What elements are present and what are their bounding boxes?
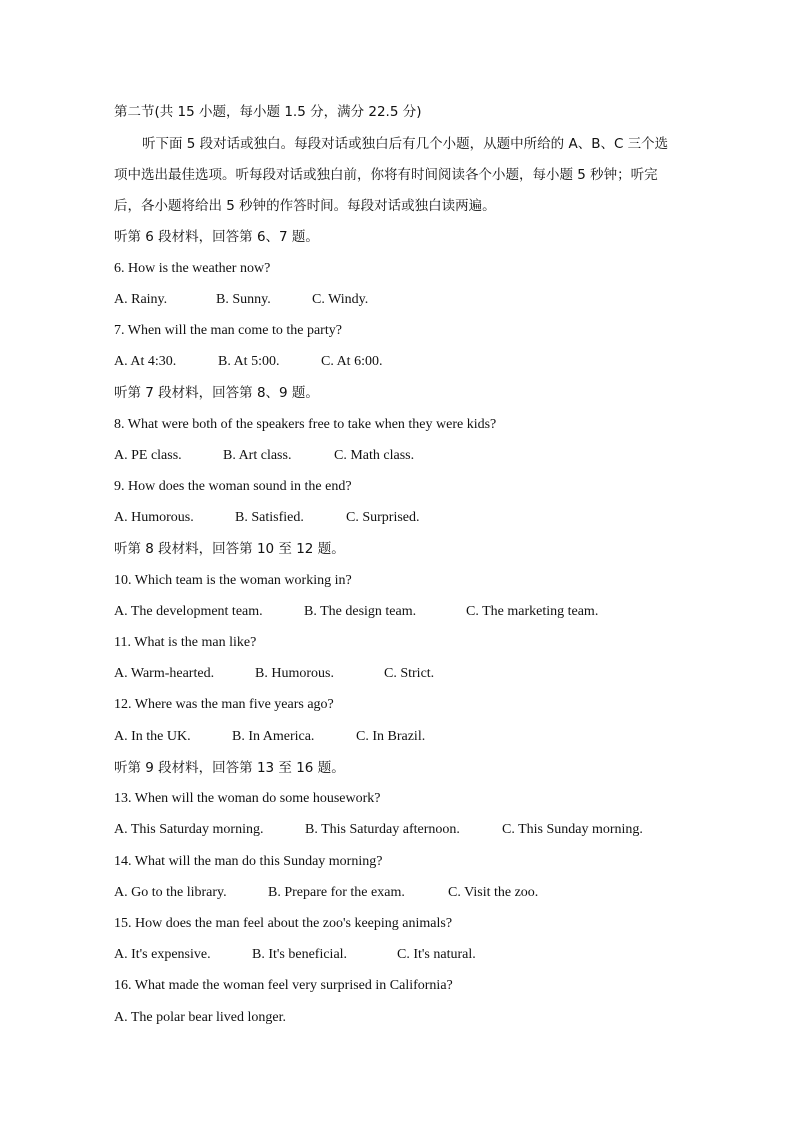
q10-option-b: B. The design team. <box>304 604 417 619</box>
q7-option-b: B. At 5:00. <box>218 354 280 369</box>
q11-option-a: A. Warm-hearted. <box>114 666 215 681</box>
question-9: 9. How does the woman sound in the end? <box>114 479 352 494</box>
question-16: 16. What made the woman feel very surprised in California? <box>114 978 453 993</box>
q6-option-a: A. Rainy. <box>114 292 168 307</box>
question-12: 12. Where was the man five years ago? <box>114 697 334 712</box>
q12-option-a: A. In the UK. <box>114 729 191 744</box>
q13-option-c: C. This Sunday morning. <box>502 822 643 837</box>
question-8: 8. What were both of the speakers free to take when they were kids? <box>114 417 497 432</box>
q7-option-c: C. At 6:00. <box>321 354 383 369</box>
q8-option-c: C. Math class. <box>334 448 415 463</box>
q6-option-c: C. Windy. <box>312 292 369 307</box>
instruction-line-3: 后，各小题将给出 5 秒钟的作答时间。每段对话或独白读两遍。 <box>114 198 496 214</box>
q15-option-b: B. It's beneficial. <box>252 947 348 962</box>
group-intro-9: 听第 9 段材料，回答第 13 至 16 题。 <box>114 760 345 776</box>
q16-option-a: A. The polar bear lived longer. <box>114 1010 286 1025</box>
question-14: 14. What will the man do this Sunday morning? <box>114 854 383 869</box>
question-11: 11. What is the man like? <box>114 635 257 650</box>
q10-option-c: C. The marketing team. <box>466 604 599 619</box>
q15-option-a: A. It's expensive. <box>114 947 211 962</box>
q6-option-b: B. Sunny. <box>216 292 271 307</box>
question-6: 6. How is the weather now? <box>114 261 271 276</box>
q14-option-c: C. Visit the zoo. <box>448 885 539 900</box>
q7-option-a: A. At 4:30. <box>114 354 177 369</box>
instruction-line-2: 项中选出最佳选项。听每段对话或独白前，你将有时间阅读各个小题，每小题 5 秒钟；听完 <box>114 167 658 183</box>
q13-option-a: A. This Saturday morning. <box>114 822 264 837</box>
q8-option-b: B. Art class. <box>223 448 292 463</box>
group-intro-7: 听第 7 段材料，回答第 8、9 题。 <box>114 385 319 401</box>
group-intro-6: 听第 6 段材料，回答第 6、7 题。 <box>114 229 319 245</box>
instruction-line-1: 听下面 5 段对话或独白。每段对话或独白后有几个小题，从题中所给的 A、B、C 三个选 <box>142 136 669 152</box>
q14-option-a: A. Go to the library. <box>114 885 227 900</box>
q15-option-c: C. It's natural. <box>397 947 476 962</box>
q9-option-a: A. Humorous. <box>114 510 194 525</box>
section-header: 第二节(共 15 小题，每小题 1.5 分，满分 22.5 分) <box>114 104 422 120</box>
question-10: 10. Which team is the woman working in? <box>114 573 352 588</box>
q14-option-b: B. Prepare for the exam. <box>268 885 405 900</box>
group-intro-8: 听第 8 段材料，回答第 10 至 12 题。 <box>114 541 345 557</box>
question-13: 13. When will the woman do some housework? <box>114 791 381 806</box>
q13-option-b: B. This Saturday afternoon. <box>305 822 460 837</box>
q11-option-c: C. Strict. <box>384 666 435 681</box>
q12-option-b: B. In America. <box>232 729 315 744</box>
q10-option-a: A. The development team. <box>114 604 263 619</box>
q9-option-b: B. Satisfied. <box>235 510 304 525</box>
q9-option-c: C. Surprised. <box>346 510 420 525</box>
question-15: 15. How does the man feel about the zoo's keeping animals? <box>114 916 453 931</box>
question-7: 7. When will the man come to the party? <box>114 323 342 338</box>
q8-option-a: A. PE class. <box>114 448 182 463</box>
q12-option-c: C. In Brazil. <box>356 729 426 744</box>
q11-option-b: B. Humorous. <box>255 666 334 681</box>
